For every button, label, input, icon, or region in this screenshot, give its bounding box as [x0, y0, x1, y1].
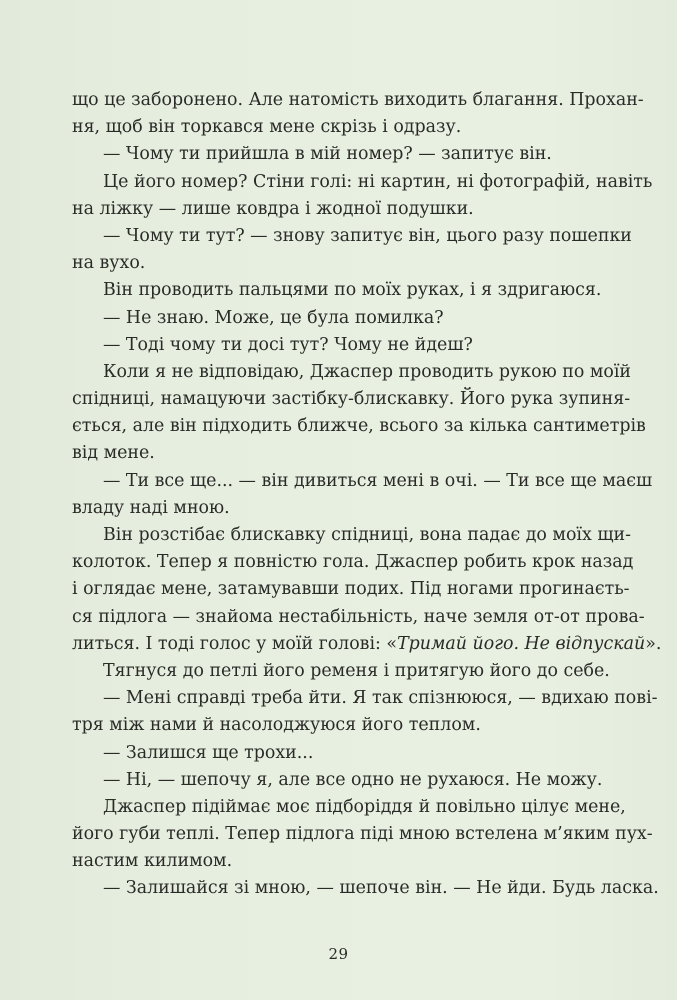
- text-line: — Мені справді треба йти. Я так спізнююся, — вдихаю пові-: [103, 688, 658, 709]
- text-line: Він проводить пальцями по моїх руках, і я здригаюся.: [103, 280, 602, 301]
- text-line: Джаспер підіймає моє підборіддя й повільно цілує мене,: [103, 796, 626, 817]
- text-line: колоток. Тепер я повністю гола. Джаспер робить крок назад: [72, 552, 634, 573]
- text-line: що це заборонено. Але натомість виходить благання. Прохан-: [72, 90, 644, 110]
- inner-voice-quote: Тримай його. Не відпускай: [397, 633, 646, 654]
- text-line: Він розстібає блискавку спідниці, вона падає до моїх щи-: [103, 525, 631, 545]
- text-line: спідниці, намацуючи застібку-блискавку. Його рука зупиня-: [72, 389, 631, 410]
- text-line: — Ти все ще... — він дивиться мені в очі. — Ти все ще маєш: [103, 470, 653, 491]
- text-line: на вухо.: [72, 253, 146, 274]
- text-line: ся підлога — знайома нестабільність, наче земля от-от прова-: [72, 606, 645, 627]
- text-line: і оглядає мене, затамувавши подих. Під ногами прогинаєть-: [72, 579, 630, 600]
- text-line: — Не знаю. Може, це була помилка?: [103, 307, 444, 328]
- quote-prefix: литься. І тоді голос у моїй голові: «: [72, 633, 398, 654]
- text-line: — Чому ти тут? — знову запитує він, цього разу пошепки: [103, 225, 632, 246]
- text-line: ня, щоб він торкався мене скрізь і одразу.: [72, 117, 462, 138]
- text-line-with-quote: [72, 631, 662, 658]
- text-line: владу наді мною.: [72, 497, 230, 518]
- text-line: — Ні, — шепочу я, але все одно не рухаюся. Не можу.: [103, 769, 603, 790]
- text-line: Це його номер? Стіни голі: ні картин, ні фотографій, навіть: [103, 171, 653, 192]
- text-line: — Залишайся зі мною, — шепоче він. — Не йди. Будь ласка.: [103, 878, 659, 899]
- text-line: — Залишся ще трохи...: [103, 742, 314, 763]
- text-line: тря між нами й насолоджуюся його теплом.: [72, 715, 481, 736]
- text-line: на ліжку — лише ковдра і жодної подушки.: [72, 198, 474, 219]
- body-text: [72, 87, 662, 903]
- text-line: від мене.: [72, 443, 155, 464]
- quote-suffix: ».: [645, 633, 662, 654]
- page-number: 29: [328, 945, 349, 963]
- text-line: Тягнуся до петлі його ременя і притягую його до себе.: [103, 660, 610, 681]
- text-line: Коли я не відповідаю, Джаспер проводить рукою по моїй: [103, 361, 632, 382]
- text-line: ється, але він підходить ближче, всього за кілька сантиметрів: [72, 416, 646, 437]
- text-line: — Тоді чому ти досі тут? Чому не йдеш?: [103, 334, 473, 355]
- text-line: настим килимом.: [72, 851, 233, 872]
- text-line: — Чому ти прийшла в мій номер? — запитує він.: [103, 144, 552, 165]
- text-line: його губи теплі. Тепер підлога піді мною встелена м’яким пух-: [72, 824, 653, 845]
